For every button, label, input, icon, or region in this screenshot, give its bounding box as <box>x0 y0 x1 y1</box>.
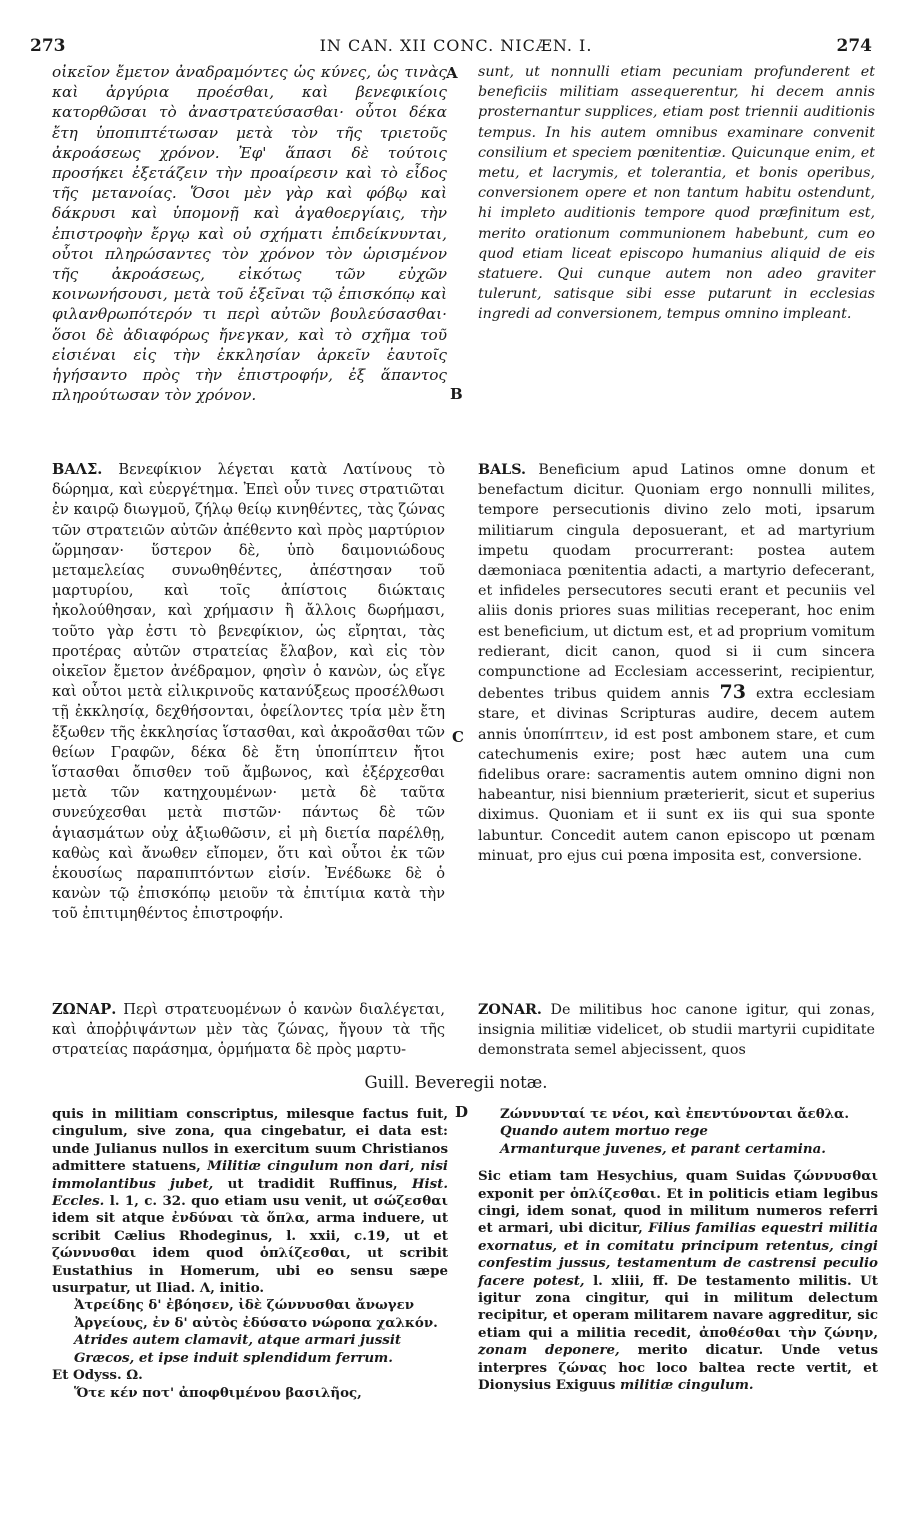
verse-line: Ζώννυνταί τε νέοι, καὶ ἐπεντύνονται ἄεθλα. <box>500 1106 849 1122</box>
notes-right-paragraph <box>478 1168 878 1394</box>
zonaras-greek-paragraph <box>52 1000 445 1061</box>
notes-quote: Filius familias equestri militia exornatus, et in comitatu principum retentus, cingi confestim jussus, testamentum de castrensi peculio facere potest, <box>478 1220 879 1289</box>
notes-quote: Militiæ cingulum non dari, nisi immolantibus jubet, <box>52 1158 448 1192</box>
verse-line: Ἀργείους, ἐν δ' αὐτὸς ἐδύσατο νώροπα χαλκόν. <box>74 1314 438 1331</box>
balsamon-greek-paragraph <box>52 460 445 925</box>
zonaras-greek-label: ΖΩΝΑΡ. <box>52 1001 117 1018</box>
notes-text: ut tradidit Ruffinus, <box>227 1175 398 1192</box>
running-header <box>0 36 912 58</box>
verse-line: Atrides autem clamavit, atque armari jussit <box>74 1332 402 1349</box>
balsamon-greek-label: ΒΑΛΣ. <box>52 461 103 478</box>
canon-greek-column <box>52 62 447 405</box>
balsamon-greek-column <box>52 460 445 925</box>
balsamon-latin-text-a: Beneficium apud Latinos omne donum et benefactum dicitur. Quoniam ergo nonnulli milites, tempore persecutionis divino zelo moti, ipsarum militiarum cingula deposuerant, et ad martyrium impetu quodam procurrerant: postea autem dæmoniaca pœnitentia adacti, a martyrio defecerant, et infideles persecutores secuti erant et pecuniis vel aliis donis priores suas militias receperant, hoc enim est beneficium, ut dictum est, et ad proprium vomitum redierant, dicit canon, quod si ii cum sincera compunctione ad Ecclesiam accesserint, recipientur, debentes tribus quidem annis <box>478 462 876 703</box>
notes-text: merito dicatur. Unde vetus interpres ζώνας hoc loco baltea recte vertit, et Dionysius Exiguus <box>478 1342 878 1394</box>
notes-quote: militiæ cingulum. <box>620 1377 754 1394</box>
verse-line: Armanturque juvenes, et parant certamina. <box>500 1140 826 1157</box>
zonaras-greek-text: Περὶ στρατευομένων ὁ κανὼν διαλέγεται, καὶ ἀποῤῥιψάντων μὲν τὰς ζώνας, ἤγουν τὰ τῆς στρατείας παράσημα, ὁρμήματα δὲ πρὸς μαρτυ- <box>52 1001 445 1059</box>
zonaras-latin-label: ZONAR. <box>478 1002 542 1018</box>
verse-line: Ἀτρείδης δ' ἐβόησεν, ἰδὲ ζώννυσθαι ἄνωγεν <box>74 1297 415 1314</box>
verse-line: Quando autem mortuo rege <box>500 1123 708 1140</box>
verse-line: Ὅτε κέν ποτ' ἀποφθιμένου βασιλῆος, <box>74 1384 362 1401</box>
balsamon-latin-label: BALS. <box>478 462 527 478</box>
margin-marker-d: D <box>455 1103 469 1121</box>
margin-marker-b: B <box>450 385 463 403</box>
notes-text: l. xliii, ff. De testamento militis. Ut igitur zona cingitur, qui in militum delectum recipitur, et operam militarem navare aggreditur, sic etiam qui a militia recedit, ἀποθέσθαι τὴν ζώνην, <box>478 1272 878 1341</box>
notes-citation: Hist. Eccles. <box>52 1175 448 1210</box>
notes-heading: Guill. Beveregii notæ. <box>364 1073 548 1092</box>
zonaras-latin-paragraph <box>478 1000 875 1061</box>
notes-left-paragraph <box>52 1106 448 1297</box>
balsamon-latin-paragraph <box>478 460 875 866</box>
canon-latin-column <box>478 62 875 325</box>
canon-latin-text: sunt, ut nonnulli etiam pecuniam profunderent et beneficiis militiam assequerentur, hi decem annis prosternantur supplices, etiam post triennii auditionis tempus. In his autem omnibus examinare convenit consilium et speciem pœnitentiæ. Quicunque enim, et metu, et lacrymis, et tolerantia, et bonis operibus, conversionem opere et non tantum habitu ostendunt, hi impleto auditionis tempore quod præfinitum est, merito orationum communionem habebunt, cum eo quod etiam liceat episcopo humanius aliquid de eis statuere. Qui cunque autem non adeo graviter tulerunt, satisque sibi esse putarunt in ecclesias ingredi ad conversionem, tempus omnino impleant. <box>478 64 875 323</box>
zonaras-latin-column <box>478 1000 875 1061</box>
canon-greek-text: οἰκεῖον ἔμετον ἀναδραμόντες ὡς κύνες, ὡς τινὰς καὶ ἀργύρια προέσθαι, καὶ βενεφικίοις κατορθῶσαι τὸ ἀναστρατεύσασθαι· οὗτοι δέκα ἔτη ὑποπιπτέτωσαν μετὰ τὸν τῆς τριετοῦς ἀκροάσεως χρόνον. Ἐφ' ἅπασι δὲ τούτοις προσήκει ἐξετάζειν τὴν προαίρεσιν καὶ τὸ εἶδος τῆς μετανοίας. Ὅσοι μὲν γὰρ καὶ φόβῳ καὶ δάκρυσι καὶ ὑπομονῇ καὶ ἀγαθοεργίαις, τὴν ἐπιστροφὴν ἔργῳ καὶ οὐ σχήματι ἐπιδείκνυνται, οὗτοι πληρώσαντες τὸν χρόνον τὸν ὡρισμένον τῆς ἀκροάσεως, εἰκότως τῶν εὐχῶν κοινωνήσουσι, μετὰ τοῦ ἐξεῖναι τῷ ἐπισκόπῳ καὶ φιλανθρωπότερόν τι περὶ αὐτῶν βουλεύσασθαι· ὅσοι δὲ ἀδιαφόρως ἤνεγκαν, καὶ τὸ σχῆμα τοῦ εἰσιέναι εἰς τὴν ἐκκλησίαν ἀρκεῖν ἑαυτοῖς ἡγήσαντο πρὸς τὴν ἐπιστροφήν, ἐξ ἅπαντος πληρούτωσαν τὸν χρόνον. <box>52 63 447 405</box>
notes-text: l. 1, c. 32. quo etiam usu venit, ut σώζεσθαι idem sit atque ἐνδύναι τὰ ὅπλα, arma induere, ut scribit Cælius Rhodeginus, l. xxii, c.19, ut et ζώννυσθαι idem quod ὁπλίζεσθαι, ut scribit Eustathius in Homerum, ubi eo sensu sæpe usurpatur, ut Iliad. Λ, initio. <box>52 1193 448 1297</box>
balsamon-latin-text-b: extra ecclesiam stare, et divinas Scripturas audire, decem autem annis ὑποπίπτειν, id est post ambonem stare, et cum catechumenis exire; post hæc autem una cum fidelibus orare: sacramentis autem omnino digni non habeantur, nisi biennium præterierit, sicut et superius diximus. Quoniam et ii sunt ex iis qui sua sponte labuntur. Concedit autem canon episcopo ut pœnam minuat, pro ejus cui pœna imposita est, conversione. <box>478 686 876 864</box>
notes-text: Sic etiam tam Hesychius, quam Suidas ζώννυσθαι exponit per ὁπλίζεσθαι. Et in politicis etiam legibus cingi, idem sonat, quod in militum numeros referri et armari, ubi dicitur, <box>478 1168 878 1237</box>
zonaras-greek-column <box>52 1000 445 1061</box>
notes-odyssey-ref: Et Odyss. Ω. <box>52 1367 143 1384</box>
balsamon-latin-column <box>478 460 875 866</box>
page-number-right: 274 <box>836 36 872 56</box>
margin-marker-a: A <box>446 64 458 82</box>
balsamon-greek-text: Βενεφίκιον λέγεται κατὰ Λατίνους τὸ δώρημα, καὶ εὐεργέτημα. Ἐπεὶ οὖν τινες στρατιῶται ἐν καιρῷ διωγμοῦ, ζήλῳ θείῳ κινηθέντες, τὰς ζώνας τῶν στρατειῶν αὐτῶν ἀπέθεντο καὶ πρὸς μαρτύριον ὥρμησαν· ὕστερον δὲ, ὑπὸ δαιμονιώδους μεταμελείας συνωθηθέντες, ἀπέστησαν τοῦ μαρτυρίου, καὶ τοῖς ἀπίστοις διώκταις ἠκολούθησαν, καὶ χρήμασιν ἢ ἄλλοις δωρήμασι, τοῦτο γὰρ ἐστι τὸ βενεφίκιον, ὡς εἴρηται, τὰς προτέρας αὐτῶν στρατείας ἔλαβον, καὶ εἰς τὸν οἰκεῖον ἔμετον ἀνέδραμον, φησὶν ὁ κανὼν, ὡς εἴγε καὶ οὗτοι μετὰ εἰλικρινοῦς κατανύξεως προσέλθωσι τῇ ἐκκλησίᾳ, δεχθήσονται, ὀφείλοντες τρία μὲν ἔτη ἔξωθεν τῆς ἐκκλησίας ἵστασθαι, καὶ ἀκροᾶσθαι τῶν θείων Γραφῶν, δέκα δὲ ἔτη ὑποπίπτειν ἤτοι ἵστασθαι ὄπισθεν τοῦ ἄμβωνος, καὶ ἐξέρχεσθαι μετὰ τῶν κατηχουμένων· μετὰ δὲ ταῦτα συνεύχεσθαι μετὰ πιστῶν· πάντως δὲ τῶν ἁγιασμάτων οὐχ ἀξιωθῶσιν, εἰ μὴ διετία παρέλθῃ, καθὼς καὶ ἄνωθεν εἴπομεν, ὅτι καὶ οὗτοι ἐκ τῶν ἑκουσίως παραπιπτόντων εἰσίν. Ἐνέδωκε δὲ ὁ κανὼν τῷ ἐπισκόπῳ μειοῦν τὰ ἐπιτίμια κατὰ τὴν τοῦ ἐπιτιμηθέντος ἐπιστροφήν. <box>52 461 445 923</box>
page-number-left: 273 <box>30 36 66 56</box>
running-title: IN CAN. XII CONC. NICÆN. I. <box>319 36 593 55</box>
column-number: 73 <box>719 681 746 704</box>
margin-marker-c: C <box>452 728 464 746</box>
notes-left-column <box>52 1106 448 1402</box>
zonaras-latin-text: De militibus hoc canone igitur, qui zonas, insignia militiæ videlicet, ob studii martyrii cupiditate demonstrata semel abjecissent, quos <box>478 1002 876 1059</box>
notes-quote: zonam deponere, <box>478 1342 620 1359</box>
notes-right-column <box>478 1106 878 1395</box>
verse-line: Græcos, et ipse induit splendidum ferrum. <box>74 1349 393 1366</box>
spacer <box>478 1158 878 1168</box>
notes-text: quis in militiam conscriptus, milesque factus fuit, cingulum, sive zona, qua cingebatur, ei data est: unde Julianus nullos in exercitum suum Christianos admittere statuens, <box>52 1106 448 1175</box>
